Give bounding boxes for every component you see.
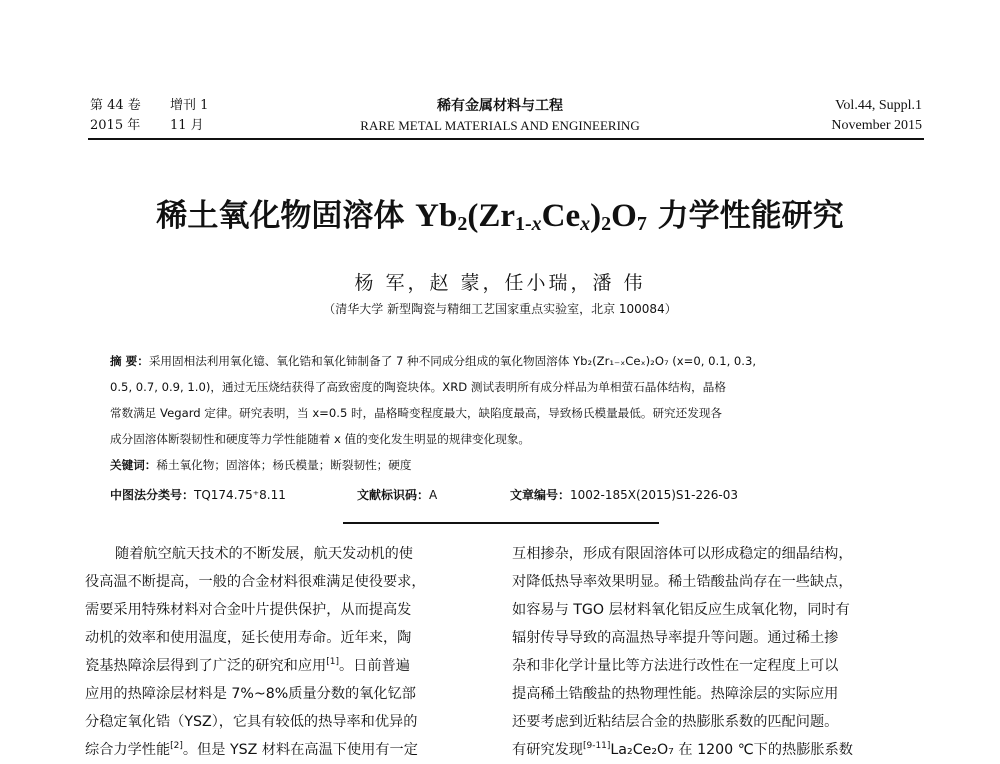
body-line: 对降低热导率效果明显。稀土锆酸盐尚存在一些缺点， — [512, 574, 853, 590]
title-prefix: 稀土氧化物固溶体 — [156, 198, 416, 234]
paper-title — [0, 190, 1000, 236]
body-line: 瓷基热障涂层得到了广泛的研究和应用[1]。日前普遍 — [85, 657, 410, 674]
body-line: 如容易与 TGO 层材料氧化铝反应生成氧化物，同时有 — [512, 602, 850, 618]
volume-en-info — [831, 96, 922, 136]
article-number: 文章编号：1002-185X(2015)S1-226-03 — [510, 488, 738, 502]
section-divider — [343, 522, 659, 524]
header-rule — [88, 138, 924, 140]
abstract-line: 成分固溶体断裂韧性和硬度等力学性能随着 x 值的变化发生明显的规律变化现象。 — [110, 432, 531, 446]
title-suffix: 力学性能研究 — [646, 198, 844, 234]
body-line: 动机的效率和使用温度，延长使用寿命。近年来，陶 — [85, 630, 412, 646]
year-cn: 2015 年 — [90, 118, 141, 133]
body-line: 分稳定氧化锆（YSZ），它具有较低的热导率和优异的 — [85, 714, 418, 730]
clc-number: 中图法分类号：TQ174.75⁺8.11 — [110, 488, 286, 502]
abstract-line: 摘 要：采用固相法利用氧化镱、氧化锆和氧化铈制备了 7 种不同成分组成的氧化物固溶体 Yb₂(Zr₁₋ₓCeₓ)₂O₇ (x=0, 0.1, 0.3, — [110, 354, 757, 368]
journal-en: RARE METAL MATERIALS AND ENGINEERING — [360, 118, 640, 133]
keywords-label: 关键词： — [110, 458, 157, 472]
body-line: 役高温不断提高，一般的合金材料很难满足使役要求， — [85, 574, 426, 590]
body-line: 互相掺杂，形成有限固溶体可以形成稳定的细晶结构， — [512, 546, 853, 562]
issue-cn: 增刊 1 — [170, 98, 209, 113]
keywords: 关键词：稀土氧化物；固溶体；杨氏模量；断裂韧性；硬度 — [110, 458, 412, 472]
body-line: 提高稀土锆酸盐的热物理性能。热障涂层的实际应用 — [512, 686, 839, 702]
citation: [9-11] — [582, 741, 611, 751]
date-en: November 2015 — [831, 118, 922, 133]
body-line: 需要采用特殊材料对合金叶片提供保护，从而提高发 — [85, 602, 412, 618]
title-formula: $Yb_2(Zr_{1-x}Ce_x)_2O_7$ — [415, 198, 647, 235]
document-code: 文献标识码：A — [357, 488, 438, 502]
abstract-label: 摘 要： — [110, 354, 149, 368]
body-line: 有研究发现[9-11]La₂Ce₂O₇ 在 1200 ℃下的热膨胀系数 — [512, 741, 853, 758]
body-column-left — [85, 540, 490, 764]
abstract-line: 常数满足 Vegard 定律。研究表明，当 x=0.5 时，晶格畸变程度最大，缺陷度最高，导致杨氏模量最低。研究还发现各 — [110, 406, 723, 420]
abstract — [110, 348, 900, 478]
affiliation: （清华大学 新型陶瓷与精细工艺国家重点实验室，北京 100084） — [323, 302, 677, 316]
abstract-line: 0.5, 0.7, 0.9, 1.0)，通过无压烧结获得了高致密度的陶瓷块体。XRD 测试表明所有成分样品为单相萤石晶体结构，晶格 — [110, 380, 726, 394]
authors: 杨 军，赵 蒙，任小瑞，潘 伟 — [354, 272, 646, 294]
body-line: 还要考虑到近粘结层合金的热膨胀系数的匹配问题。 — [512, 714, 839, 730]
body-line: 应用的热障涂层材料是 7%~8%质量分数的氧化钇部 — [85, 686, 416, 702]
journal-cn: 稀有金属材料与工程 — [437, 98, 563, 114]
body-line: 杂和非化学计量比等方法进行改性在一定程度上可以 — [512, 658, 839, 674]
volume-en: Vol.44, Suppl.1 — [835, 98, 922, 113]
volume-cn: 第 44 卷 — [90, 98, 141, 113]
body-line: 随着航空航天技术的不断发展，航天发动机的使 — [115, 546, 413, 562]
citation: [1] — [326, 657, 339, 667]
body-line: 辐射传导导致的高温热导率提升等问题。通过稀土掺 — [512, 630, 839, 646]
citation: [2] — [170, 741, 183, 751]
body-line: 综合力学性能[2]。但是 YSZ 材料在高温下使用有一定 — [85, 741, 418, 758]
month-cn: 11 月 — [170, 118, 204, 133]
body-column-right — [512, 540, 917, 764]
